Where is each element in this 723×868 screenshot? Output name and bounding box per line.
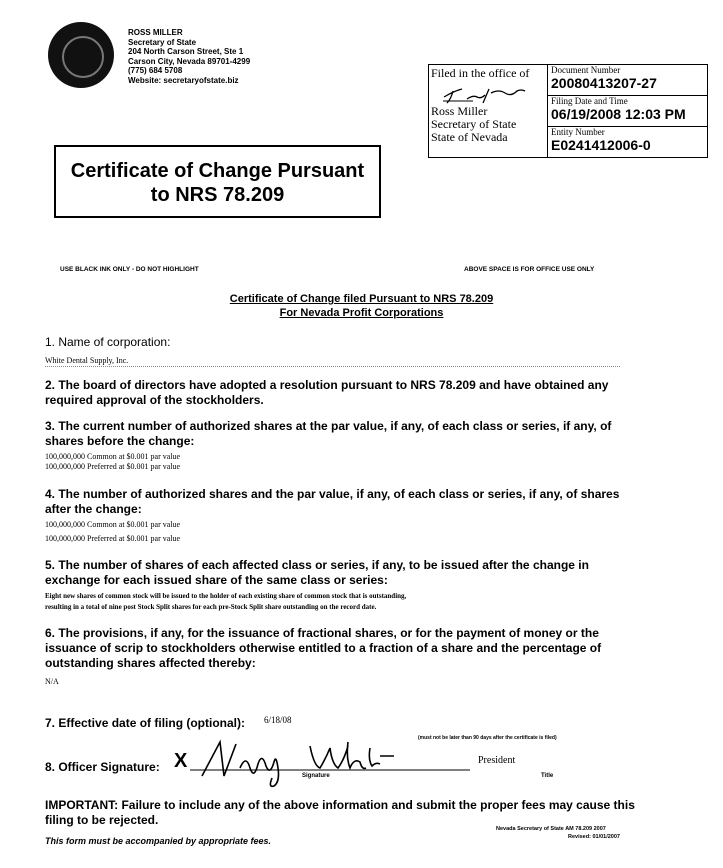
official-signature-icon [439, 83, 529, 105]
signature-x: X [174, 750, 188, 772]
phone: (775) 684 5708 [128, 66, 183, 75]
question-5: 5. The number of shares of each affected class or series, if any, to be issued after the change in exchange for each issued share of the same class or series: [45, 558, 589, 587]
effective-date: 6/18/08 [264, 715, 292, 725]
certificate-title-line-2: to NRS 78.209 [150, 184, 285, 206]
filing-date-cell [548, 96, 708, 127]
question-3: 3. The current number of authorized shares at the par value, if any, of each class or series, if any, of shares before the change: [45, 419, 612, 448]
ink-note: USE BLACK INK ONLY - DO NOT HIGHLIGHT [60, 266, 199, 273]
website: Website: secretaryofstate.biz [128, 75, 239, 85]
question-8: 8. Officer Signature: [45, 760, 160, 774]
filing-state: State of Nevada [431, 130, 508, 144]
filing-date: 06/19/2008 12:03 PM [551, 106, 686, 122]
filed-in-label: Filed in the office of [431, 66, 530, 80]
entity-number-label: Entity Number [551, 127, 605, 137]
answer-4-line-2: 100,000,000 Preferred at $0.001 par value [45, 534, 181, 543]
officer-title: President [478, 755, 516, 766]
official-name: ROSS MILLER [128, 28, 183, 37]
filing-office-column [429, 65, 547, 157]
answer-3-line-2: 100,000,000 Preferred at $0.001 par value [45, 462, 181, 471]
address-line-1: 204 North Carson Street, Ste 1 [128, 47, 244, 56]
official-title: Secretary of State [128, 37, 197, 47]
form-title [0, 292, 723, 320]
filing-official-name: Ross Miller [431, 104, 488, 118]
title-caption: Title [541, 773, 554, 779]
office-header [128, 28, 250, 85]
answer-1: White Dental Supply, Inc. [45, 356, 620, 367]
filing-details-column [547, 65, 708, 157]
form-title-line-2: For Nevada Profit Corporations [279, 307, 444, 319]
footer-reference-2: Revised: 01/01/2007 [568, 834, 620, 840]
office-use-note: ABOVE SPACE IS FOR OFFICE USE ONLY [464, 266, 595, 273]
document-number-label: Document Number [551, 65, 621, 75]
question-6: 6. The provisions, if any, for the issuance of fractional shares, or for the payment of money or the issuance of scrip to stockholders otherwise entitled to a fraction of a share and the percentage of outstanding shares affected thereby: [45, 626, 602, 670]
answer-3-line-1: 100,000,000 Common at $0.001 par value [45, 452, 181, 461]
filing-date-label: Filing Date and Time [551, 96, 628, 106]
answer-6: N/A [45, 677, 59, 686]
filing-official-title: Secretary of State [431, 117, 517, 131]
important-notice [45, 798, 645, 828]
footer-reference-1: Nevada Secretary of State AM 78.209 2007 [496, 826, 606, 832]
question-2: 2. The board of directors have adopted a resolution pursuant to NRS 78.209 and have obtained any required approval of the stockholders. [45, 378, 609, 407]
address-line-2: Carson City, Nevada 89701-4299 [128, 56, 251, 66]
certificate-title-box [54, 145, 381, 218]
certificate-title-line-1: Certificate of Change Pursuant [70, 160, 365, 182]
document-number-cell [548, 65, 708, 96]
signature-caption: Signature [302, 773, 330, 779]
form-title-line-1: Certificate of Change filed Pursuant to NRS 78.209 [229, 293, 494, 305]
state-seal-icon [48, 22, 114, 88]
fees-notice: This form must be accompanied by appropriate fees. [45, 836, 272, 846]
answer-4-line-1: 100,000,000 Common at $0.001 par value [45, 520, 181, 529]
question-1: 1. Name of corporation: [45, 335, 171, 349]
effective-date-note: (must not be later than 90 days after the certificate is filed) [418, 735, 557, 741]
officer-signature-icon [180, 738, 470, 790]
question-4: 4. The number of authorized shares and the par value, if any, of each class or series, if any, of shares after the change: [45, 487, 620, 516]
answer-5-line-2: resulting in a total of nine post Stock Split shares for each pre-Stock Split share outstanding on the record date. [45, 603, 377, 611]
filing-stamp-box [428, 64, 708, 158]
important-text: Failure to include any of the above information and submit the proper fees may cause this filing to be rejected. [45, 798, 635, 827]
answer-5-line-1: Eight new shares of common stock will be issued to the holder of each existing share of common stock that is outstanding, [45, 592, 407, 600]
question-7: 7. Effective date of filing (optional): [45, 716, 246, 730]
entity-number-cell [548, 127, 708, 157]
entity-number: E0241412006-0 [551, 137, 651, 153]
important-label: IMPORTANT: [45, 798, 119, 812]
document-number: 20080413207-27 [551, 75, 657, 91]
